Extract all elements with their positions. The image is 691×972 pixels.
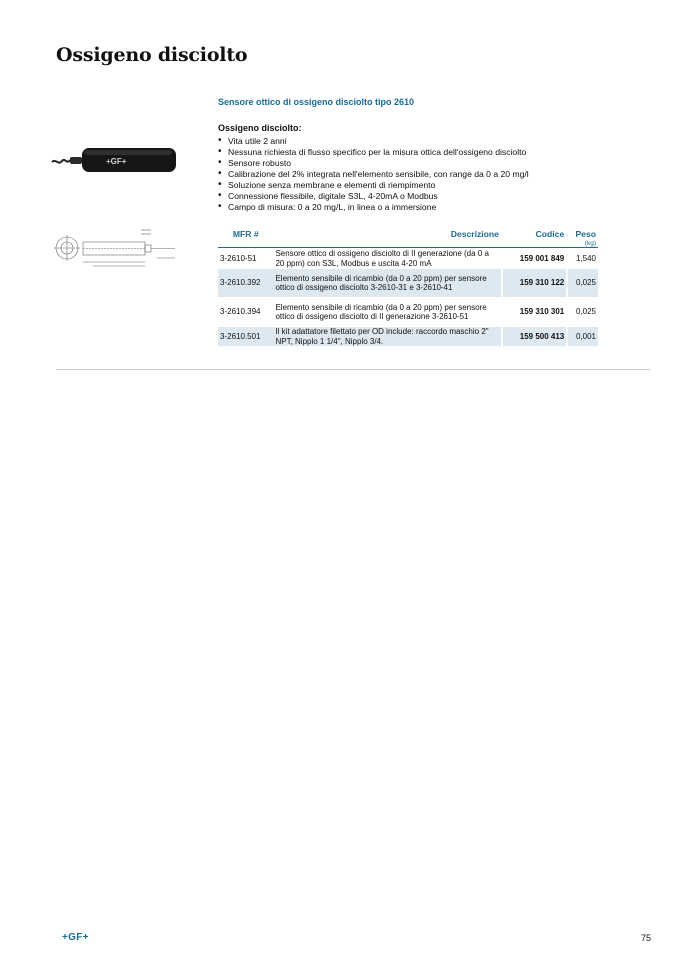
feature-item: • Calibrazione del 2% integrata nell'elemento sensibile, con range da 0 a 20 mg/l xyxy=(218,169,529,180)
cell-description: Elemento sensibile di ricambio (da 0 a 20 ppm) per sensore ottico di ossigeno disciolto 3-2610-31 e 3-2610-41 xyxy=(273,269,501,297)
table-row xyxy=(218,327,598,346)
features-title: Ossigeno disciolto: xyxy=(218,123,302,133)
sensor-photo xyxy=(50,140,182,180)
table-row xyxy=(218,298,598,326)
column-header-mfr: MFR # xyxy=(218,229,273,248)
brand-logo: +GF+ xyxy=(106,157,127,166)
cell-weight: 1,540 xyxy=(566,249,598,268)
cell-mfr: 3-2610.394 xyxy=(220,307,261,317)
cell-description: Il kit adattatore filettato per OD include: raccordo maschio 2" NPT, Nipplo 1 1/4", Nipplo 3/4. xyxy=(273,327,501,346)
page-title: Ossigeno disciolto xyxy=(56,44,248,66)
cell-code: 159 500 413 xyxy=(501,327,566,346)
cell-mfr: 3-2610.501 xyxy=(218,327,273,346)
cell-description: Sensore ottico di ossigeno disciolto di II generazione (da 0 a 20 ppm) con S3L, Modbus e uscita 4-20 mA xyxy=(275,249,489,268)
weight-header-label: Peso xyxy=(575,229,596,239)
feature-item: • Nessuna richiesta di flusso specifico per la misura ottica dell'ossigeno disciolto xyxy=(218,147,529,158)
product-heading: Sensore ottico di ossigeno disciolto tipo 2610 xyxy=(218,97,415,107)
page-number: 75 xyxy=(640,933,651,943)
column-header-weight xyxy=(566,229,598,248)
feature-item: • Sensore robusto xyxy=(218,158,529,169)
feature-item: • Soluzione senza membrane e elementi di riempimento xyxy=(218,180,529,191)
features-list xyxy=(218,136,529,213)
cell-description: Elemento sensibile di ricambio (da 0 a 20 ppm) per sensore ottico di ossigeno disciolto di II generazione 3-2610-51 xyxy=(275,302,487,321)
column-header-code: Codice xyxy=(501,229,566,248)
cell-mfr: 3-2610.392 xyxy=(218,269,273,297)
cell-weight: 0,025 xyxy=(566,298,598,326)
table-row xyxy=(218,269,598,297)
table-header-row xyxy=(218,229,598,248)
footer-logo: +GF+ xyxy=(62,932,89,943)
products-table xyxy=(218,228,598,347)
cell-code: 159 310 301 xyxy=(501,298,566,326)
cell-weight: 0,025 xyxy=(566,269,598,297)
technical-drawing xyxy=(53,222,183,272)
section-divider xyxy=(56,369,650,370)
weight-unit-label: (kg) xyxy=(584,240,596,247)
table-row xyxy=(218,249,598,268)
cell-weight: 0,001 xyxy=(566,327,598,346)
feature-item: • Campo di misura: 0 a 20 mg/L, in linea o a immersione xyxy=(218,202,529,213)
feature-item: • Connessione flessibile, digitale S3L, 4-20mA o Modbus xyxy=(218,191,529,202)
feature-item: • Vita utile 2 anni xyxy=(218,136,529,147)
cell-code: 159 001 849 xyxy=(501,249,566,268)
column-header-description: Descrizione xyxy=(273,229,501,248)
cell-code: 159 310 122 xyxy=(501,269,566,297)
cell-mfr: 3-2610-51 xyxy=(220,253,257,263)
